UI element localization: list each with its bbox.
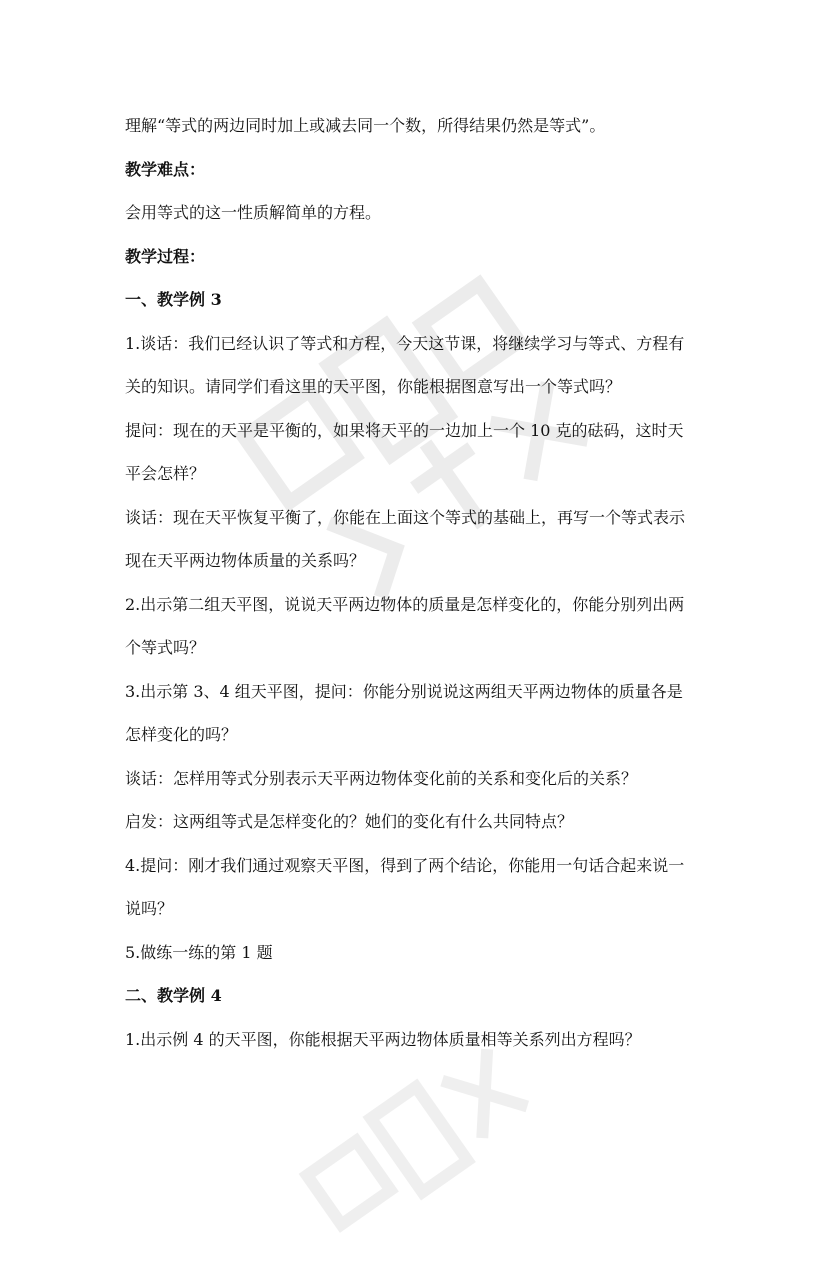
text-line: 现在天平两边物体质量的关系吗？ bbox=[125, 551, 366, 570]
text-line: 理解“等式的两边同时加上或减去同一个数，所得结果仍然是等式”。 bbox=[125, 116, 606, 135]
watermark-graphic-bottom bbox=[287, 1027, 552, 1263]
text-line: 启发：这两组等式是怎样变化的？她们的变化有什么共同特点？ bbox=[125, 812, 574, 831]
text-line: 谈话：怎样用等式分别表示天平两边物体变化前的关系和变化后的关系？ bbox=[125, 769, 638, 788]
text-line: 2.出示第二组天平图，说说天平两边物体的质量是怎样变化的，你能分别列出两 bbox=[125, 595, 685, 614]
text-line: 个等式吗？ bbox=[125, 638, 206, 657]
text-line: 1.出示例 4 的天平图，你能根据天平两边物体质量相等关系列出方程吗？ bbox=[125, 1030, 641, 1049]
text-line: 平会怎样？ bbox=[125, 464, 206, 483]
text-line: 说吗？ bbox=[125, 899, 174, 918]
section-heading: 二、教学例 4 bbox=[125, 986, 222, 1005]
text-line: 谈话：现在天平恢复平衡了，你能在上面这个等式的基础上，再写一个等式表示 bbox=[125, 508, 686, 527]
text-line: 3.出示第 3、4 组天平图，提问：你能分别说说这两组天平两边物体的质量各是 bbox=[125, 682, 683, 701]
text-line: 5.做练一练的第 1 题 bbox=[125, 943, 273, 962]
section-heading: 教学难点： bbox=[125, 160, 206, 179]
text-line: 会用等式的这一性质解简单的方程。 bbox=[125, 203, 382, 222]
text-line: 4.提问：刚才我们通过观察天平图，得到了两个结论，你能用一句话合起来说一 bbox=[125, 856, 685, 875]
text-line: 1.谈话：我们已经认识了等式和方程，今天这节课，将继续学习与等式、方程有 bbox=[125, 334, 685, 353]
text-line: 怎样变化的吗？ bbox=[125, 725, 238, 744]
section-heading: 教学过程： bbox=[125, 247, 206, 266]
text-line: 关的知识。请同学们看这里的天平图，你能根据图意写出一个等式吗？ bbox=[125, 377, 622, 396]
section-heading: 一、教学例 3 bbox=[125, 290, 222, 309]
text-line: 提问：现在的天平是平衡的，如果将天平的一边加上一个 10 克的砝码，这时天 bbox=[125, 421, 684, 440]
